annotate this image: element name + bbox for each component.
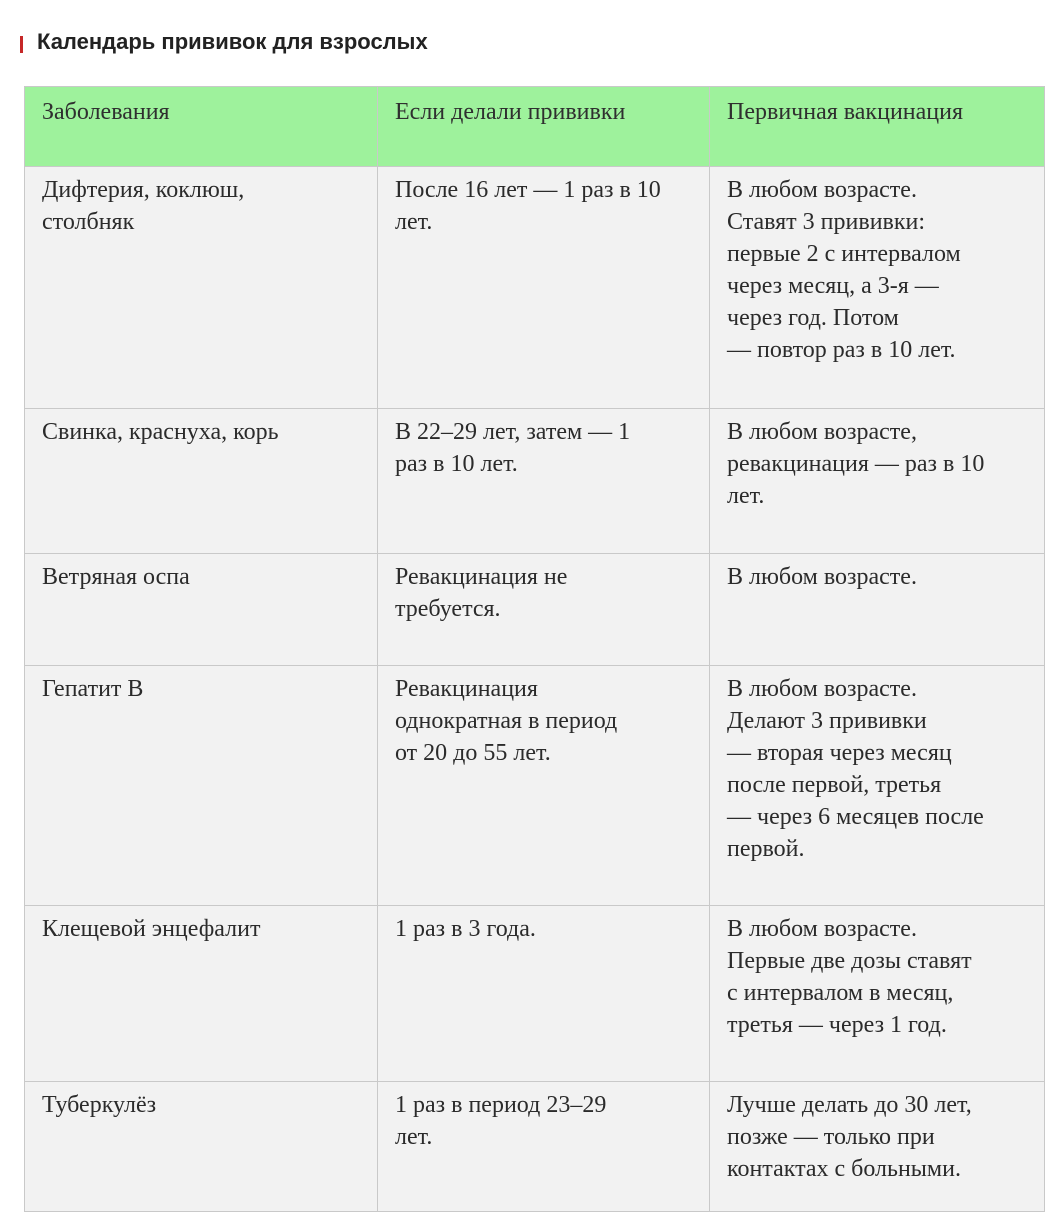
cell-text-line: раз в 10 лет. [395, 451, 518, 477]
cell-text-line: Первые две дозы ставят [727, 948, 972, 974]
cell-text-line: В любом возрасте. [727, 177, 917, 203]
column-header-primary-vaccination: Первичная вакцинация [710, 87, 1045, 167]
cell-text-line: Дифтерия, коклюш, [42, 177, 245, 203]
cell-text-line: через год. Потом [727, 305, 899, 331]
cell-text-line: столбняк [42, 209, 135, 235]
table-row [25, 554, 1045, 666]
cell-text-line: В любом возрасте. [727, 916, 917, 942]
revaccination-cell [378, 666, 710, 906]
disease-cell [25, 554, 378, 666]
cell-text-line: контактах с больными. [727, 1156, 961, 1182]
disease-cell [25, 167, 378, 409]
cell-text-line: Клещевой энцефалит [42, 916, 261, 942]
cell-text-line: от 20 до 55 лет. [395, 740, 551, 766]
cell-text-line: В 22–29 лет, затем — 1 [395, 419, 631, 445]
heading-accent-bar [20, 36, 23, 53]
disease-cell [25, 1082, 378, 1212]
primary-vaccination-cell [710, 1082, 1045, 1212]
table-header [25, 87, 1045, 167]
cell-text-line: Делают 3 прививки [727, 708, 927, 734]
table-row [25, 409, 1045, 554]
vaccination-table [24, 86, 1045, 1212]
cell-text-line: с интервалом в месяц, [727, 980, 954, 1006]
cell-text-line: позже — только при [727, 1124, 935, 1150]
table-row [25, 906, 1045, 1082]
column-header-disease: Заболевания [25, 87, 378, 167]
cell-text-line: В любом возрасте, [727, 419, 917, 445]
cell-text-line: лет. [395, 209, 433, 235]
header-row [25, 87, 1045, 167]
cell-text-line: через месяц, а 3-я — [727, 273, 939, 299]
cell-text-line: В любом возрасте. [727, 676, 917, 702]
cell-text-line: требуется. [395, 596, 501, 622]
cell-text-line: — повтор раз в 10 лет. [727, 337, 956, 363]
table-row [25, 1082, 1045, 1212]
cell-text-line: 1 раз в 3 года. [395, 916, 536, 942]
cell-text-line: В любом возрасте. [727, 564, 917, 590]
revaccination-cell [378, 409, 710, 554]
primary-vaccination-cell [710, 906, 1045, 1082]
table-row [25, 666, 1045, 906]
primary-vaccination-cell [710, 167, 1045, 409]
cell-text-line: — вторая через месяц [727, 740, 952, 766]
cell-text-line: ревакцинация — раз в 10 [727, 451, 985, 477]
cell-text-line: Гепатит В [42, 676, 144, 702]
revaccination-cell [378, 1082, 710, 1212]
article-heading [0, 0, 1058, 86]
cell-text-line: 1 раз в период 23–29 [395, 1092, 607, 1118]
column-header-revaccination: Если делали прививки [378, 87, 710, 167]
page-title: Календарь прививок для взрослых [37, 29, 428, 54]
cell-text-line: После 16 лет — 1 раз в 10 [395, 177, 661, 203]
cell-text-line: первые 2 с интервалом [727, 241, 961, 267]
cell-text-line: Ревакцинация не [395, 564, 568, 590]
primary-vaccination-cell [710, 554, 1045, 666]
primary-vaccination-cell [710, 666, 1045, 906]
cell-text-line: первой. [727, 836, 805, 862]
cell-text-line: Лучше делать до 30 лет, [727, 1092, 972, 1118]
revaccination-cell [378, 167, 710, 409]
cell-text-line: однократная в период [395, 708, 618, 734]
revaccination-cell [378, 906, 710, 1082]
cell-text-line: Ревакцинация [395, 676, 538, 702]
cell-text-line: Туберкулёз [42, 1092, 157, 1118]
cell-text-line: лет. [727, 483, 765, 509]
cell-text-line: лет. [395, 1124, 433, 1150]
cell-text-line: Ставят 3 прививки: [727, 209, 926, 235]
disease-cell [25, 409, 378, 554]
revaccination-cell [378, 554, 710, 666]
disease-cell [25, 906, 378, 1082]
table-row [25, 167, 1045, 409]
cell-text-line: Ветряная оспа [42, 564, 190, 590]
disease-cell [25, 666, 378, 906]
cell-text-line: — через 6 месяцев после [727, 804, 984, 830]
primary-vaccination-cell [710, 409, 1045, 554]
table-body [25, 167, 1045, 1212]
cell-text-line: третья — через 1 год. [727, 1012, 947, 1038]
cell-text-line: после первой, третья [727, 772, 942, 798]
cell-text-line: Свинка, краснуха, корь [42, 419, 279, 445]
